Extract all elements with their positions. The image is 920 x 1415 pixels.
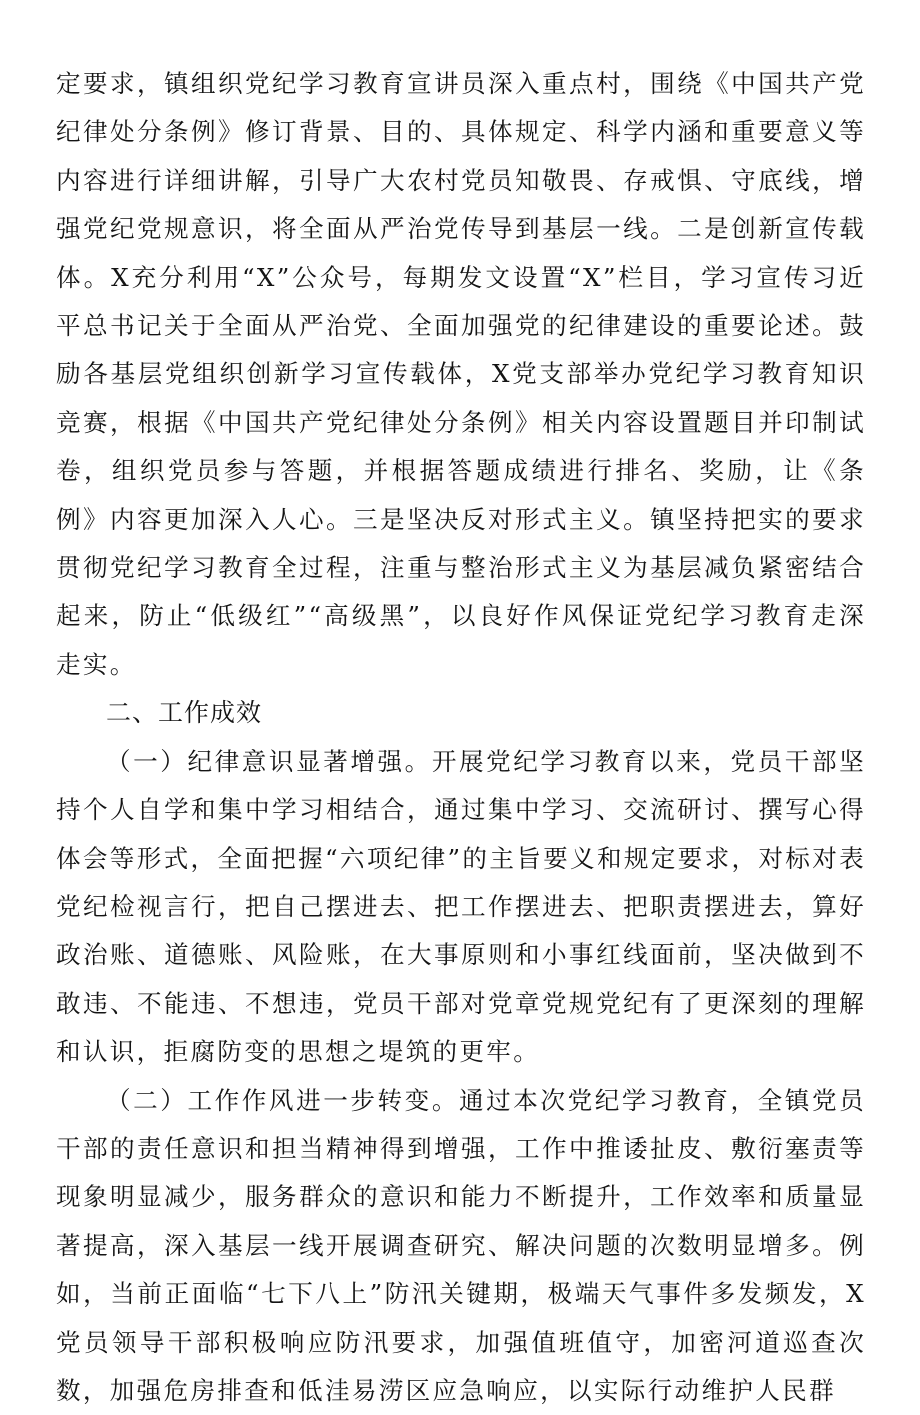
paragraph-discipline-awareness: （一）纪律意识显著增强。开展党纪学习教育以来，党员干部坚持个人自学和集中学习相结合，通过集中学习、交流研讨、撰写心得体会等形式，全面把握“六项纪律”的主旨要义和规定要求，对标对表党纪检视言行，把自己摆进去、把工作摆进去、把职责摆进去，算好政治账、道德账、风险账，在大事原则和小事红线面前，坚决做到不敢违、不能违、不想违，党员干部对党章党规党纪有了更深刻的理解和认识，拒腐防变的思想之堤筑的更牢。	[56, 746, 866, 1067]
document-page	[56, 60, 866, 1415]
section-heading-work-results: 二、工作成效	[106, 698, 263, 728]
paragraph-continuation: 定要求，镇组织党纪学习教育宣讲员深入重点村，围绕《中国共产党纪律处分条例》修订背景、目的、具体规定、科学内涵和重要意义等内容进行详细讲解，引导广大农村党员知敬畏、存戒惧、守底线，增强党纪党规意识，将全面从严治党传导到基层一线。二是创新宣传载体。X充分利用“X”公众号，每期发文设置“X”栏目，学习宣传习近平总书记关于全面从严治党、全面加强党的纪律建设的重要论述。鼓励各基层党组织创新学习宣传载体，X党支部举办党纪学习教育知识竞赛，根据《中国共产党纪律处分条例》相关内容设置题目并印制试卷，组织党员参与答题，并根据答题成绩进行排名、奖励，让《条例》内容更加深入人心。三是坚决反对形式主义。镇坚持把实的要求贯彻党纪学习教育全过程，注重与整治形式主义为基层减负紧密结合起来，防止“低级红”“高级黑”，以良好作风保证党纪学习教育走深走实。	[56, 69, 866, 679]
paragraph-work-style: （二）工作作风进一步转变。通过本次党纪学习教育，全镇党员干部的责任意识和担当精神得到增强，工作中推诿扯皮、敷衍塞责等现象明显减少，服务群众的意识和能力不断提升，工作效率和质量显著提高，深入基层一线开展调查研究、解决问题的次数明显增多。例如，当前正面临“七下八上”防汛关键期，极端天气事件多发频发，X党员领导干部积极响应防汛要求，加强值班值守，加密河道巡查次数，加强危房排查和低洼易涝区应急响应，以实际行动维护人民群	[56, 1085, 866, 1405]
